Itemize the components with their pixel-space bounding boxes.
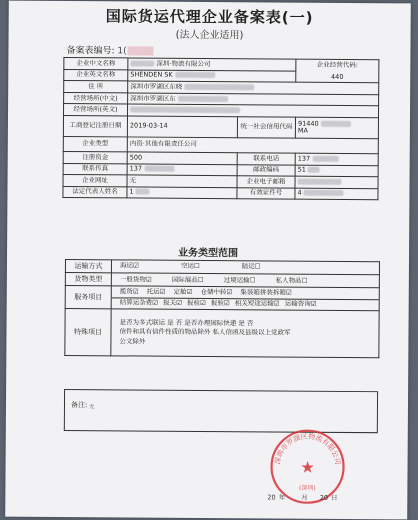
business-code-value: 440 xyxy=(331,72,344,82)
form-subtitle: (法人企业适用) xyxy=(175,29,244,42)
service-option-warehouse: 仓储中转☑ xyxy=(200,288,233,297)
service-option-settlement: 结算运杂费☑ xyxy=(119,298,159,307)
credit-code-text-2: MA xyxy=(297,126,308,135)
reg-date-value: 2019-03-14 xyxy=(127,116,237,138)
transport-label: 运输方式 xyxy=(65,260,111,273)
service-option-verification: 报验☑ xyxy=(210,298,230,307)
website-label: 企业网址 xyxy=(63,175,127,187)
service-option-solicit: 揽货☑ xyxy=(119,287,139,296)
website-value: 无 xyxy=(127,175,237,187)
id-number-label: 有效证件号 xyxy=(237,187,295,199)
serial-number-label: 备案表编号: xyxy=(66,46,115,57)
goods-option-transit: 过境运输☐ xyxy=(223,275,256,284)
fax-label: 联系传真 xyxy=(63,163,127,175)
business-code-cell xyxy=(296,59,379,83)
special-items xyxy=(111,309,379,358)
cn-name-text: 深圳·物流有限公司 xyxy=(156,59,211,68)
phone-text: 137 xyxy=(297,154,311,163)
en-name-text: SHENDEN SK xyxy=(130,70,173,80)
form-title: 国际货运代理企业备案表(一) xyxy=(105,7,314,27)
service-option-consulting: 运输咨询☑ xyxy=(284,299,317,308)
service-option-inspection: 报检☑ xyxy=(186,298,206,307)
goods-option-general: 一般货物☑ xyxy=(119,274,152,284)
date-year: 20 xyxy=(267,493,276,502)
serial-number xyxy=(66,43,153,57)
legal-rep-label: 法定代表人姓名 xyxy=(63,186,127,198)
special-items-label: 特殊项目 xyxy=(65,309,111,356)
goods-type-label: 货物类型 xyxy=(65,273,111,286)
special-items-line-1: 是否为多式联运 是 否 是否办理国际快递 是 否 xyxy=(119,318,254,328)
date-year-unit: 年 xyxy=(278,493,286,502)
remarks-label: 备注: xyxy=(70,401,88,410)
capital-value: 500 xyxy=(127,152,237,164)
phone-label: 联系电话 xyxy=(237,153,295,165)
business-place-en-label: 经营场所(英文) xyxy=(64,104,128,116)
en-name-label: 企业英文名称 xyxy=(64,69,128,81)
phone-value xyxy=(295,153,378,165)
business-place-cn-text: 深圳市罗湖区东 xyxy=(130,93,176,103)
goods-option-exhibits: 国际展品☐ xyxy=(171,275,204,284)
special-items-line-2: 信件和具有信件性质的物品除外 私人信函及县级以上党政军 xyxy=(119,327,291,337)
transport-option-air: 空运☐ xyxy=(180,262,200,271)
service-options xyxy=(111,286,379,311)
remarks-value: 无 xyxy=(88,404,95,411)
registration-form-page xyxy=(5,1,411,520)
serial-redaction xyxy=(128,46,154,55)
cn-name-label: 企业中文名称 xyxy=(64,57,128,69)
seal-subtext: (深圳) xyxy=(299,484,316,492)
transport-option-land: 陆运☐ xyxy=(241,262,261,271)
address-label: 住 所 xyxy=(64,81,128,93)
date-month-unit: 月 xyxy=(301,493,308,502)
service-option-short-haul: 相关短途运输☑ xyxy=(234,298,280,308)
signing-date xyxy=(267,492,340,502)
credit-code-text: 91440 xyxy=(297,119,319,128)
service-option-booking: 定舱☑ xyxy=(173,288,193,297)
email-label: 企业电子邮箱 xyxy=(237,176,295,188)
goods-option-personal: 私人物品☐ xyxy=(275,275,308,285)
legal-rep-value xyxy=(127,187,237,199)
business-scope-title: 业务类型范围 xyxy=(178,247,239,260)
company-info-table xyxy=(62,57,379,201)
postcode-label: 邮政编码 xyxy=(237,164,295,176)
service-option-consign: 托运☑ xyxy=(146,287,166,296)
service-option-customs: 报关☑ xyxy=(163,298,182,307)
business-scope-table xyxy=(64,259,380,358)
date-day: 20 xyxy=(319,493,329,502)
credit-code-label: 统一社会信用代码 xyxy=(237,117,295,138)
date-day-unit: 日 xyxy=(331,493,338,502)
fax-value xyxy=(127,163,237,175)
business-place-cn-label: 经营场所(中文) xyxy=(64,92,128,104)
credit-code-value xyxy=(295,117,378,139)
seal-star-icon: ★ xyxy=(300,457,315,477)
transport-option-sea: 海运☑ xyxy=(119,261,139,270)
service-label: 服务项目 xyxy=(65,286,111,309)
postcode-value xyxy=(295,165,378,177)
seal-text: 深圳市罗湖区物流有限公司 xyxy=(273,432,342,466)
id-number-value xyxy=(295,188,378,200)
address-text: 深圳市罗湖区东晓 xyxy=(130,82,183,91)
company-type-value: 内资·其他有限责任公司 xyxy=(127,137,378,154)
id-number-text: 4 xyxy=(297,189,302,198)
fax-text: 137 xyxy=(129,164,143,173)
reg-date-label: 工商登记注册日期 xyxy=(63,115,127,136)
special-items-line-3: 公文除外 xyxy=(119,337,146,346)
postcode-text: 51 xyxy=(297,165,306,174)
capital-label: 注册资金 xyxy=(63,151,127,163)
company-type-label: 企业类型 xyxy=(63,136,127,151)
service-option-container: 集装箱拼装拆箱☑ xyxy=(240,288,292,297)
serial-number-value: 1( xyxy=(117,46,127,57)
legal-rep-text: 1 xyxy=(129,187,134,196)
business-code-label: 企业经营代码: xyxy=(316,60,358,70)
email-value xyxy=(295,176,378,188)
